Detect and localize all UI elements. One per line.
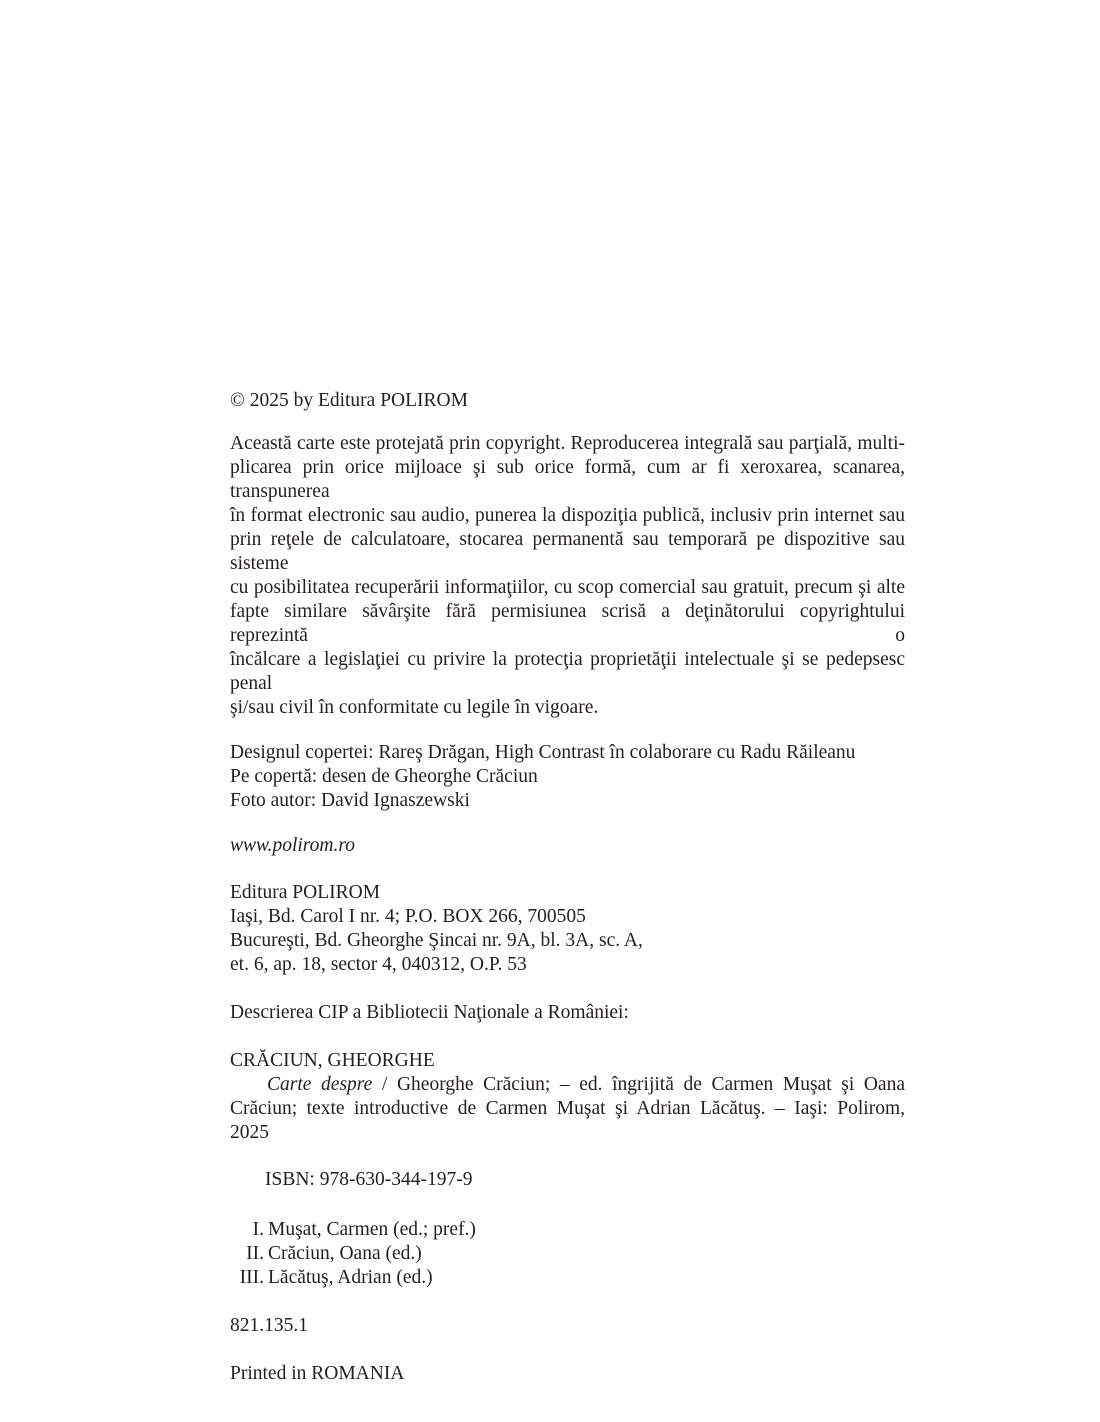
website bbox=[230, 834, 905, 858]
contributor-number: III. bbox=[239, 1267, 264, 1288]
contributor-name: Muşat, Carmen (ed.; pref.) bbox=[268, 1219, 476, 1240]
contributor-row bbox=[230, 1242, 905, 1266]
publisher-address bbox=[230, 881, 905, 977]
website-url: www.polirom.ro bbox=[230, 835, 355, 856]
cip-entry-line: Crăciun; texte introductive de Carmen Muşat şi Adrian Lăcătuş. – Iaşi: Polirom, bbox=[230, 1098, 905, 1119]
contributor-name: Lăcătuş, Adrian (ed.) bbox=[268, 1267, 433, 1288]
cip-entry bbox=[230, 1073, 905, 1145]
cip-entry-line: 2025 bbox=[230, 1122, 269, 1143]
publisher-bucuresti-address-cont: et. 6, ap. 18, sector 4, 040312, O.P. 53 bbox=[230, 954, 527, 975]
copyright-notice bbox=[230, 389, 905, 413]
legal-line: Această carte este protejată prin copyright. Reproducerea integrală sau parţială, multi- bbox=[230, 433, 905, 454]
printed-in bbox=[230, 1362, 905, 1386]
contributor-row bbox=[230, 1266, 905, 1290]
legal-paragraph bbox=[230, 432, 905, 720]
contributors-list bbox=[230, 1218, 905, 1290]
legal-line: prin reţele de calculatoare, stocarea permanentă sau temporară pe dispozitive sau sisteme bbox=[230, 529, 905, 574]
udc-classification bbox=[230, 1314, 905, 1338]
cover-drawing-credit: Pe copertă: desen de Gheorghe Crăciun bbox=[230, 766, 538, 787]
legal-line: plicarea prin orice mijloace şi sub orice formă, cum ar fi xeroxarea, scanarea, transpunerea bbox=[230, 457, 905, 502]
printed-in-text: Printed in ROMANIA bbox=[230, 1363, 405, 1384]
legal-line: în format electronic sau audio, punerea la dispoziţia publică, inclusiv prin internet sau bbox=[230, 505, 905, 526]
cip-heading bbox=[230, 1001, 905, 1025]
cip-entry-line-rest: / Gheorghe Crăciun; – ed. îngrijită de Carmen Muşat şi Oana bbox=[372, 1074, 905, 1095]
isbn-text: ISBN: 978-630-344-197-9 bbox=[265, 1169, 473, 1190]
legal-line: încălcare a legislaţiei cu privire la protecţia proprietăţii intelectuale şi se pedepsesc penal bbox=[230, 649, 905, 694]
cip-author-name: CRĂCIUN, GHEORGHE bbox=[230, 1050, 435, 1071]
copyright-page bbox=[230, 389, 905, 1386]
copyright-text: © 2025 by Editura POLIROM bbox=[230, 390, 468, 411]
udc-code: 821.135.1 bbox=[230, 1315, 308, 1336]
contributor-number: I. bbox=[252, 1219, 264, 1240]
legal-line: fapte similare săvârşite fără permisiunea scrisă a deţinătorului copyrightului reprezintă o bbox=[230, 601, 905, 646]
cip-entry-line bbox=[230, 1073, 905, 1097]
cip-heading-text: Descrierea CIP a Bibliotecii Naţionale a României: bbox=[230, 1002, 629, 1023]
contributor-row bbox=[230, 1218, 905, 1242]
cover-design-credit: Designul copertei: Rareş Drăgan, High Contrast în colaborare cu Radu Răileanu bbox=[230, 742, 856, 763]
credits bbox=[230, 741, 905, 813]
contributor-name: Crăciun, Oana (ed.) bbox=[268, 1243, 422, 1264]
legal-line: cu posibilitatea recuperării informaţiilor, cu scop comercial sau gratuit, precum şi alte bbox=[230, 577, 905, 598]
publisher-name: Editura POLIROM bbox=[230, 882, 381, 903]
contributor-number: II. bbox=[246, 1243, 264, 1264]
publisher-bucuresti-address: Bucureşti, Bd. Gheorghe Şincai nr. 9A, bl. 3A, sc. A, bbox=[230, 930, 643, 951]
book-title: Carte despre bbox=[267, 1074, 373, 1095]
author-photo-credit: Foto autor: David Ignaszewski bbox=[230, 790, 470, 811]
publisher-iasi-address: Iaşi, Bd. Carol I nr. 4; P.O. BOX 266, 700505 bbox=[230, 906, 586, 927]
isbn bbox=[230, 1168, 905, 1192]
legal-line: şi/sau civil în conformitate cu legile în vigoare. bbox=[230, 697, 599, 718]
cip-author bbox=[230, 1049, 905, 1073]
